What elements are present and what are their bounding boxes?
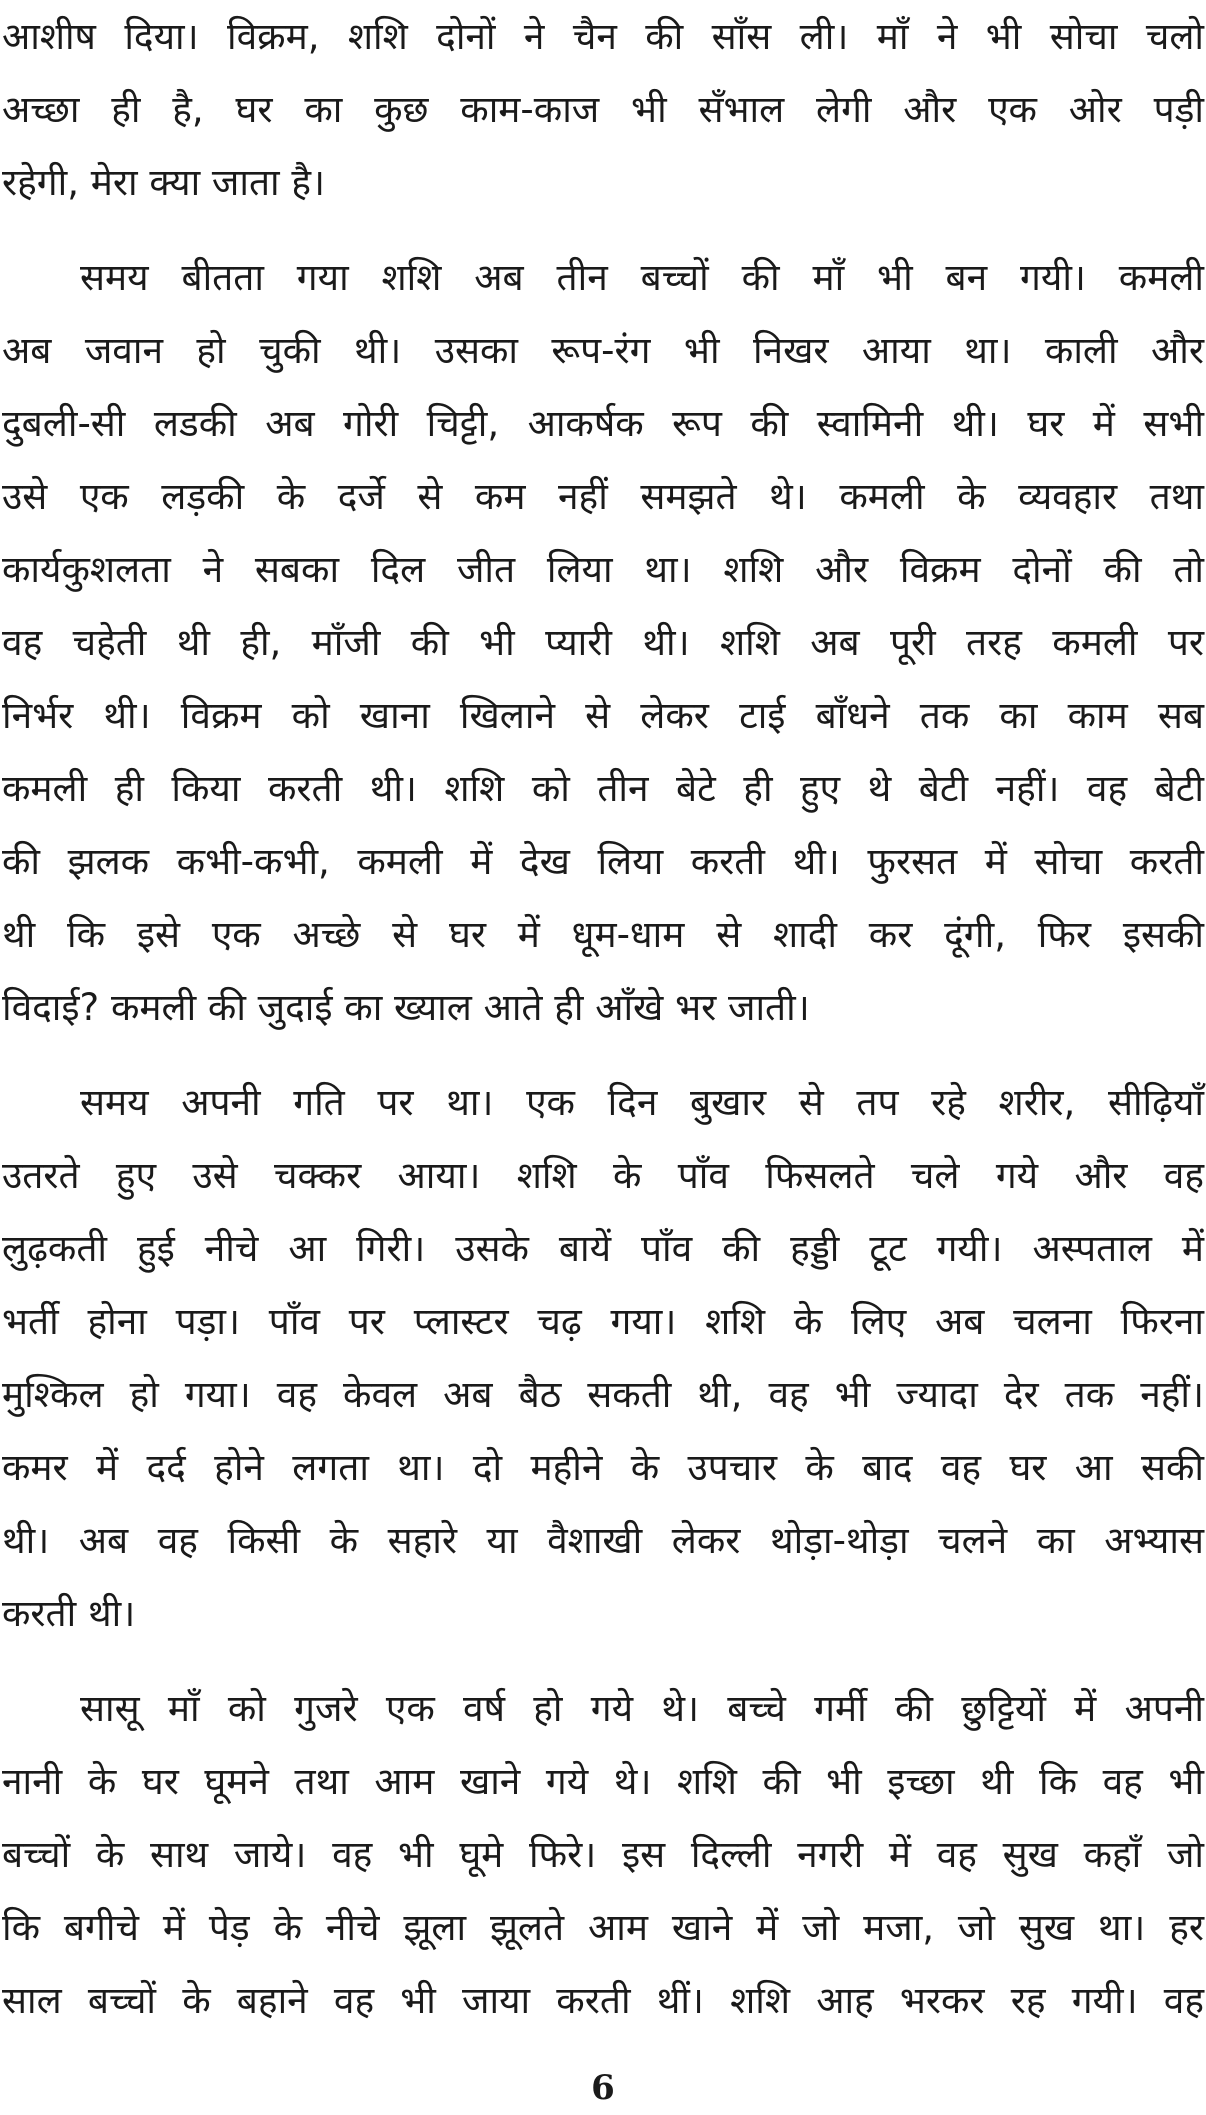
paragraph-4 bbox=[0, 1672, 1206, 2037]
text-line: आशीष दिया। विक्रम, शशि दोनों ने चैन की साँस ली। माँ ने भी सोचा चलो bbox=[2, 15, 1204, 58]
paragraph-3 bbox=[0, 1066, 1206, 1650]
text-line: वह चहेती थी ही, माँजी की भी प्यारी थी। शशि अब पूरी तरह कमली पर bbox=[2, 621, 1204, 664]
text-line: समय अपनी गति पर था। एक दिन बुखार से तप रहे शरीर, सीढ़ियाँ bbox=[80, 1081, 1204, 1124]
text-line: साल बच्चों के बहाने वह भी जाया करती थीं। शशि आह भरकर रह गयी। वह bbox=[2, 1979, 1204, 2022]
text-line: करती थी। bbox=[2, 1592, 136, 1635]
text-line: की झलक कभी-कभी, कमली में देख लिया करती थी। फुरसत में सोचा करती bbox=[2, 840, 1204, 883]
text-line: कमली ही किया करती थी। शशि को तीन बेटे ही हुए थे बेटी नहीं। वह बेटी bbox=[2, 767, 1204, 810]
text-line: लुढ़कती हुई नीचे आ गिरी। उसके बायें पाँव की हड्डी टूट गयी। अस्पताल में bbox=[2, 1227, 1204, 1270]
paragraph-1 bbox=[0, 0, 1206, 219]
text-line: कि बगीचे में पेड़ के नीचे झूला झूलते आम खाने में जो मजा, जो सुख था। हर bbox=[2, 1906, 1204, 1949]
text-line: मुश्किल हो गया। वह केवल अब बैठ सकती थी, वह भी ज्यादा देर तक नहीं। bbox=[2, 1373, 1204, 1416]
text-line: अच्छा ही है, घर का कुछ काम-काज भी सँभाल लेगी और एक ओर पड़ी bbox=[2, 88, 1204, 131]
text-line: कार्यकुशलता ने सबका दिल जीत लिया था। शशि और विक्रम दोनों की तो bbox=[2, 548, 1204, 591]
text-line: रहेगी, मेरा क्या जाता है। bbox=[2, 161, 326, 204]
text-line: नानी के घर घूमने तथा आम खाने गये थे। शशि की भी इच्छा थी कि वह भी bbox=[2, 1760, 1204, 1803]
text-line: थी कि इसे एक अच्छे से घर में धूम-धाम से शादी कर दूंगी, फिर इसकी bbox=[2, 913, 1204, 956]
paragraph-gap bbox=[0, 219, 1206, 241]
page-number: 6 bbox=[591, 2068, 615, 2108]
text-line: सासू माँ को गुजरे एक वर्ष हो गये थे। बच्चे गर्मी की छुट्टियों में अपनी bbox=[80, 1687, 1204, 1730]
text-line: कमर में दर्द होने लगता था। दो महीने के उपचार के बाद वह घर आ सकी bbox=[2, 1446, 1204, 1489]
text-line: निर्भर थी। विक्रम को खाना खिलाने से लेकर टाई बाँधने तक का काम सब bbox=[2, 694, 1204, 737]
text-line: थी। अब वह किसी के सहारे या वैशाखी लेकर थोड़ा-थोड़ा चलने का अभ्यास bbox=[2, 1519, 1204, 1562]
text-line: उतरते हुए उसे चक्कर आया। शशि के पाँव फिसलते चले गये और वह bbox=[2, 1154, 1204, 1197]
paragraph-gap bbox=[0, 1650, 1206, 1672]
paragraph-gap bbox=[0, 1044, 1206, 1066]
text-line: अब जवान हो चुकी थी। उसका रूप-रंग भी निखर आया था। काली और bbox=[2, 329, 1204, 372]
text-line: समय बीतता गया शशि अब तीन बच्चों की माँ भी बन गयी। कमली bbox=[80, 256, 1204, 299]
text-line: भर्ती होना पड़ा। पाँव पर प्लास्टर चढ़ गया। शशि के लिए अब चलना फिरना bbox=[2, 1300, 1204, 1343]
text-line: दुबली-सी लडकी अब गोरी चिट्टी, आकर्षक रूप की स्वामिनी थी। घर में सभी bbox=[2, 402, 1204, 445]
paragraph-2 bbox=[0, 241, 1206, 1044]
text-line: विदाई? कमली की जुदाई का ख्याल आते ही आँखे भर जाती। bbox=[2, 986, 810, 1029]
text-line: उसे एक लड़की के दर्जे से कम नहीं समझते थे। कमली के व्यवहार तथा bbox=[2, 475, 1204, 518]
text-line: बच्चों के साथ जाये। वह भी घूमे फिरे। इस दिल्ली नगरी में वह सुख कहाँ जो bbox=[2, 1833, 1204, 1876]
